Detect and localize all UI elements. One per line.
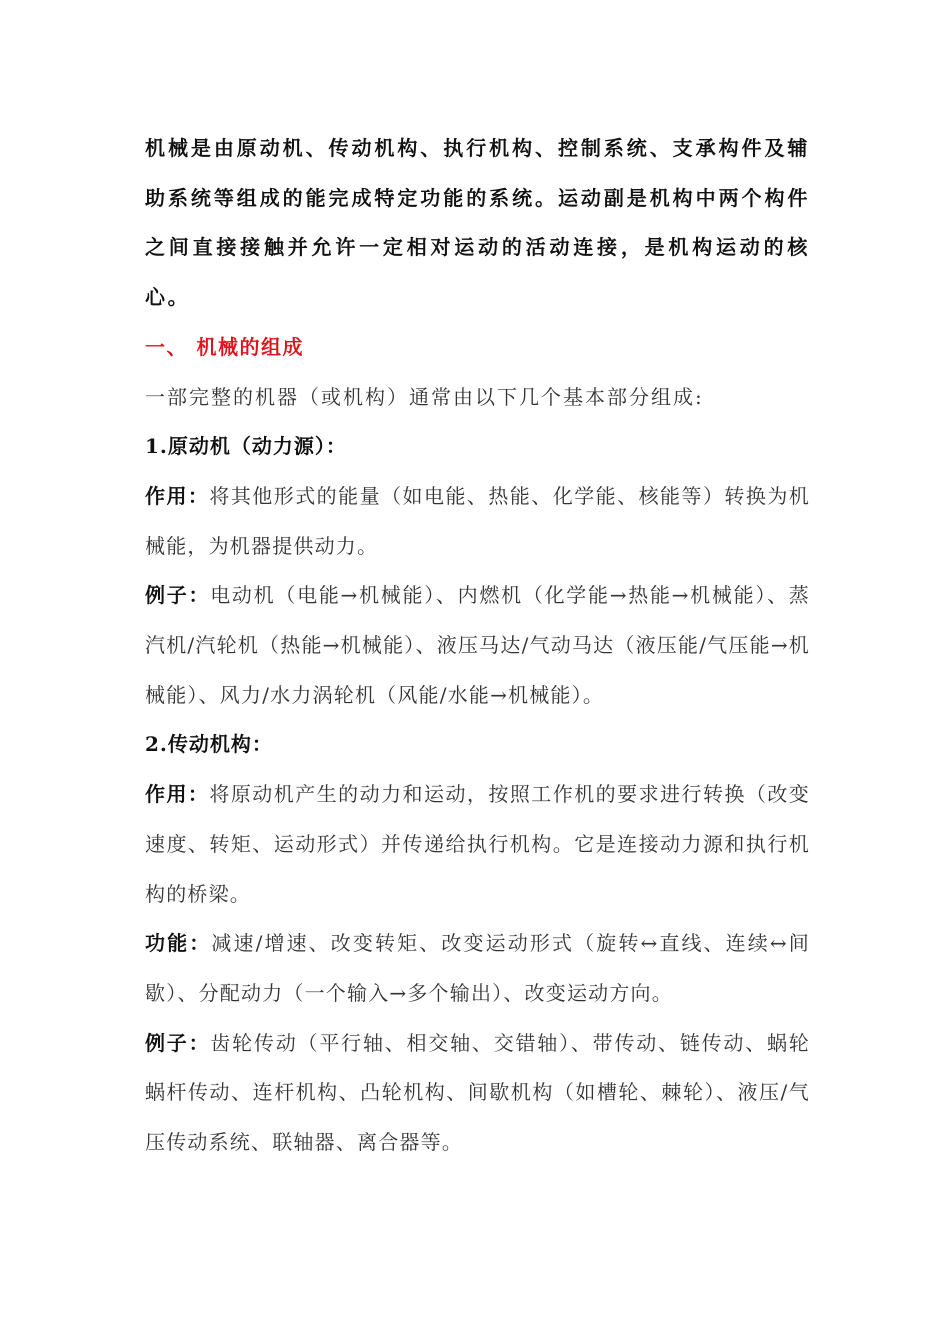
item2-example: [145, 1019, 810, 1168]
item1-example-text: 电动机（电能→机械能）、内燃机（化学能→热能→机械能）、蒸汽机/汽轮机（热能→机械能）、液压马达/气动马达（液压能/气压能→机械能）、风力/水力涡轮机（风能/水能→机械能）。: [145, 583, 810, 707]
item2-capability-text: 减速/增速、改变转矩、改变运动形式（旋转↔直线、连续↔间歇）、分配动力（一个输入→多个输出）、改变运动方向。: [145, 931, 810, 1005]
item2-example-text: 齿轮传动（平行轴、相交轴、交错轴）、带传动、链传动、蜗轮蜗杆传动、连杆机构、凸轮机构、间歇机构（如槽轮、棘轮）、液压/气压传动系统、联轴器、离合器等。: [145, 1030, 810, 1155]
item1-example: [145, 571, 810, 720]
item1-example-label: 例子：: [145, 583, 211, 608]
item2-capability-label: 功能：: [145, 931, 212, 956]
section-heading: 一、 机械的组成: [145, 334, 304, 359]
item1-function: [145, 472, 810, 571]
item1-function-text: 将其他形式的能量（如电能、热能、化学能、核能等）转换为机械能，为机器提供动力。: [145, 483, 810, 558]
item2-capability: [145, 919, 810, 1018]
section-lead: 一部完整的机器（或机构）通常由以下几个基本部分组成:: [145, 384, 704, 409]
item2-function: [145, 770, 810, 919]
intro-paragraph: 机械是由原动机、传动机构、执行机构、控制系统、支承构件及辅助系统等组成的能完成特定功能的系统。运动副是机构中两个构件之间直接接触并允许一定相对运动的活动连接，是机构运动的核心。: [145, 136, 810, 310]
document-page: [145, 124, 810, 1168]
item2-function-text: 将原动机产生的动力和运动，按照工作机的要求进行转换（改变速度、转矩、运动形式）并传递给执行机构。它是连接动力源和执行机构的桥梁。: [145, 782, 810, 906]
item2-example-label: 例子：: [145, 1030, 211, 1055]
item1-function-label: 作用：: [145, 483, 210, 508]
item2-heading: 2.传动机构：: [145, 732, 273, 757]
item2-function-label: 作用：: [145, 782, 210, 807]
item1-heading: 1.原动机（动力源）：: [145, 434, 347, 459]
